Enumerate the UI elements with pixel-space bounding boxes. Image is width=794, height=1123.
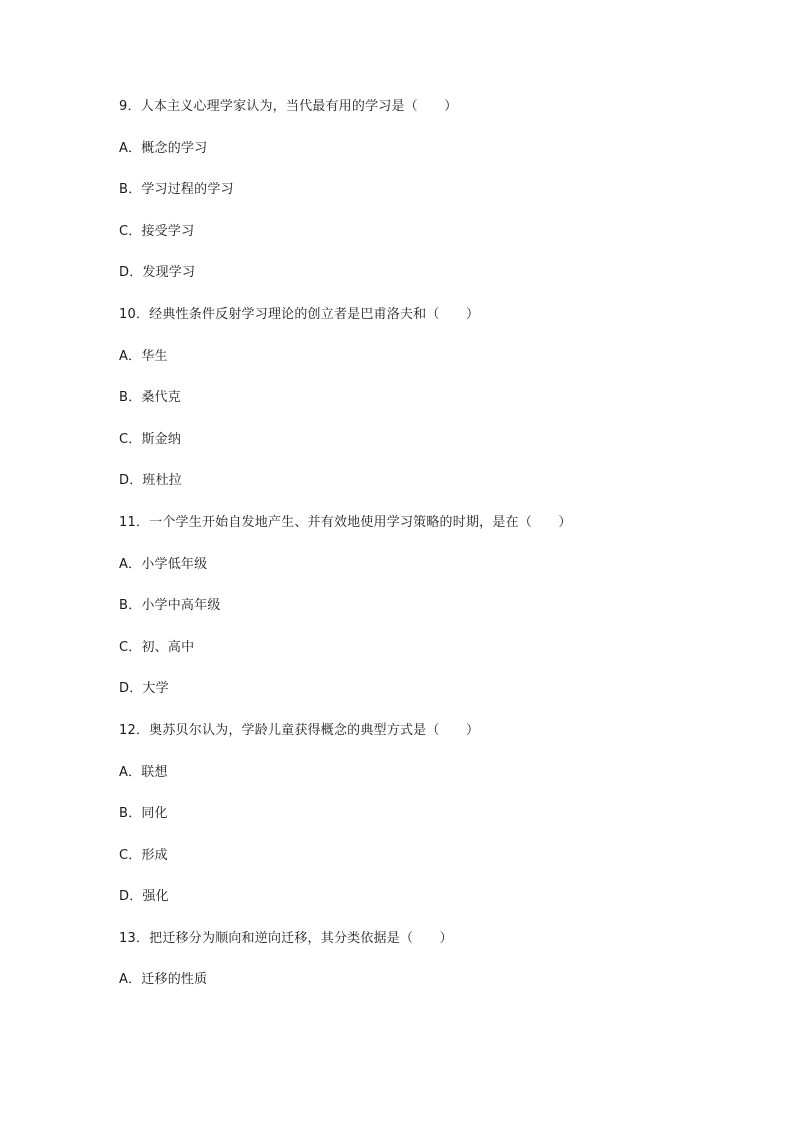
answer-option: B．同化 [119, 806, 168, 822]
question-stem: 11．一个学生开始自发地产生、并有效地使用学习策略的时期，是在（ ） [119, 514, 572, 530]
answer-option: B．小学中高年级 [119, 598, 221, 614]
answer-option: D．发现学习 [119, 265, 196, 281]
answer-option: B．桑代克 [119, 390, 181, 406]
answer-option: A．联想 [119, 764, 168, 780]
answer-option: C．初、高中 [119, 639, 195, 655]
question-stem: 12．奥苏贝尔认为，学龄儿童获得概念的典型方式是（ ） [119, 722, 480, 738]
answer-option: C．接受学习 [119, 223, 195, 239]
question-stem: 10．经典性条件反射学习理论的创立者是巴甫洛夫和（ ） [119, 306, 480, 322]
answer-option: A．迁移的性质 [119, 972, 208, 988]
answer-option: C．斯金纳 [119, 431, 182, 447]
answer-option: C．形成 [119, 847, 168, 863]
answer-option: A．概念的学习 [119, 140, 208, 156]
answer-option: D．强化 [119, 889, 169, 905]
question-list [119, 96, 719, 1011]
answer-option: B．学习过程的学习 [119, 182, 234, 198]
answer-option: A．小学低年级 [119, 556, 208, 572]
answer-option: A．华生 [119, 348, 168, 364]
answer-option: D．大学 [119, 681, 169, 697]
question-stem: 13．把迁移分为顺向和逆向迁移，其分类依据是（ ） [119, 930, 453, 946]
question-stem: 9．人本主义心理学家认为，当代最有用的学习是（ ） [119, 99, 458, 114]
answer-option: D．班杜拉 [119, 473, 183, 489]
